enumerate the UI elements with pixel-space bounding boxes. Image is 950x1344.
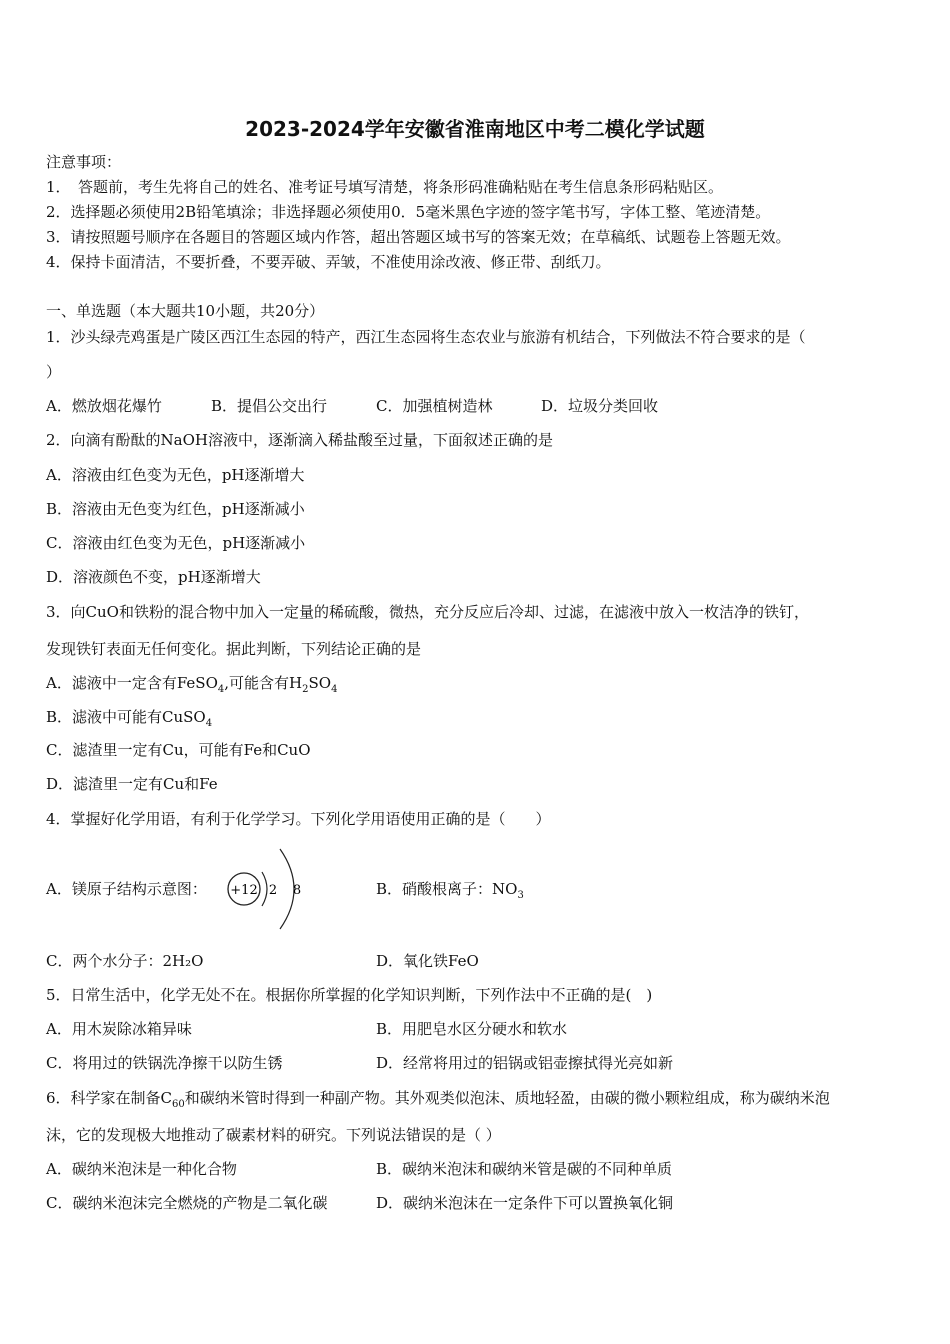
question-6-stem: 6．科学家在制备$C_{60}$和碳纳米管时得到一种副产物。其外观类似泡沫、质地轻盈，由碳的微小颗粒组成，称为碳纳米泡 [46, 1089, 830, 1110]
atom-nucleus-label: +12 [230, 883, 258, 898]
atom-shell1-count: 2 [268, 883, 278, 898]
page-title: 2023-2024学年安徽省淮南地区中考二模化学试题 [245, 117, 705, 141]
q1-option-d: D．垃圾分类回收 [541, 397, 659, 415]
q2-option-c: C．溶液由红色变为无色，pH逐渐减小 [46, 534, 306, 552]
q3-option-d: D．滤渣里一定有Cu和Fe [46, 775, 218, 793]
atom-shell2-count: 8 [292, 883, 302, 898]
question-6-stem-cont: 沫，它的发现极大地推动了碳素材料的研究。下列说法错误的是（ ） [46, 1126, 501, 1144]
question-4-stem: 4．掌握好化学用语，有利于化学学习。下列化学用语使用正确的是（ ） [46, 810, 551, 828]
q4-option-d: D．氧化铁FeO [376, 952, 479, 970]
q6-option-b: B．碳纳米泡沫和碳纳米管是碳的不同种单质 [376, 1160, 673, 1178]
notice-item: 1． 答题前，考生先将自己的姓名、准考证号填写清楚，将条形码准确粘贴在考生信息条形码粘贴区。 [46, 178, 724, 196]
notice-heading: 注意事项： [46, 153, 122, 171]
q4-option-b: B．硝酸根离子：$NO_3$ [376, 880, 524, 901]
q2-option-a: A．溶液由红色变为无色，pH逐渐增大 [46, 466, 305, 484]
question-2-stem: 2．向滴有酚酞的NaOH溶液中，逐渐滴入稀盐酸至过量，下面叙述正确的是 [46, 431, 553, 449]
q1-option-a: A．燃放烟花爆竹 [46, 397, 162, 415]
q5-option-c: C．将用过的铁锅洗净擦干以防生锈 [46, 1054, 283, 1072]
question-3-stem-cont: 发现铁钉表面无任何变化。据此判断，下列结论正确的是 [46, 640, 422, 658]
q5-option-a: A．用木炭除冰箱异味 [46, 1020, 192, 1038]
q1-option-b: B．提倡公交出行 [211, 397, 328, 415]
question-1-stem-end: ） [46, 363, 62, 381]
q3-option-c: C．滤渣里一定有Cu，可能有Fe和CuO [46, 741, 311, 759]
q2-option-b: B．溶液由无色变为红色，pH逐渐减小 [46, 500, 305, 518]
notice-item: 4．保持卡面清洁，不要折叠，不要弄破、弄皱，不准使用涂改液、修正带、刮纸刀。 [46, 253, 611, 271]
q2-option-d: D．溶液颜色不变，pH逐渐增大 [46, 568, 261, 586]
q6-option-d: D．碳纳米泡沫在一定条件下可以置换氧化铜 [376, 1194, 674, 1212]
q5-option-b: B．用肥皂水区分硬水和软水 [376, 1020, 568, 1038]
q4-option-c: C．两个水分子：2H₂O [46, 952, 204, 970]
section-heading: 一、单选题（本大题共10小题，共20分） [46, 302, 325, 320]
question-3-stem: 3．向CuO和铁粉的混合物中加入一定量的稀硫酸，微热，充分反应后冷却、过滤，在滤液中放入一枚洁净的铁钉， [46, 603, 809, 621]
q5-option-d: D．经常将用过的铝锅或铝壶擦拭得光亮如新 [376, 1054, 674, 1072]
q6-option-c: C．碳纳米泡沫完全燃烧的产物是二氧化碳 [46, 1194, 328, 1212]
magnesium-atom-diagram [222, 844, 312, 934]
notice-item: 3．请按照题号顺序在各题目的答题区域内作答，超出答题区域书写的答案无效；在草稿纸、试题卷上答题无效。 [46, 228, 791, 246]
q4-option-a: A．镁原子结构示意图： [46, 880, 207, 898]
notice-item: 2．选择题必须使用2B铅笔填涂；非选择题必须使用0．5毫米黑色字迹的签字笔书写，字体工整、笔迹清楚。 [46, 203, 771, 221]
q3-option-b: B．滤液中可能有CuSO$_4$ [46, 708, 213, 729]
q3-option-a: A．滤液中一定含有FeSO$_4$,可能含有$H_2SO_4$ [46, 674, 338, 695]
q1-option-c: C．加强植树造林 [376, 397, 493, 415]
question-5-stem: 5．日常生活中，化学无处不在。根据你所掌握的化学知识判断，下列作法中不正确的是( ) [46, 986, 653, 1004]
q6-option-a: A．碳纳米泡沫是一种化合物 [46, 1160, 237, 1178]
question-1-stem: 1．沙头绿壳鸡蛋是广陵区西江生态园的特产，西江生态园将生态农业与旅游有机结合，下列做法不符合要求的是（ [46, 328, 806, 346]
